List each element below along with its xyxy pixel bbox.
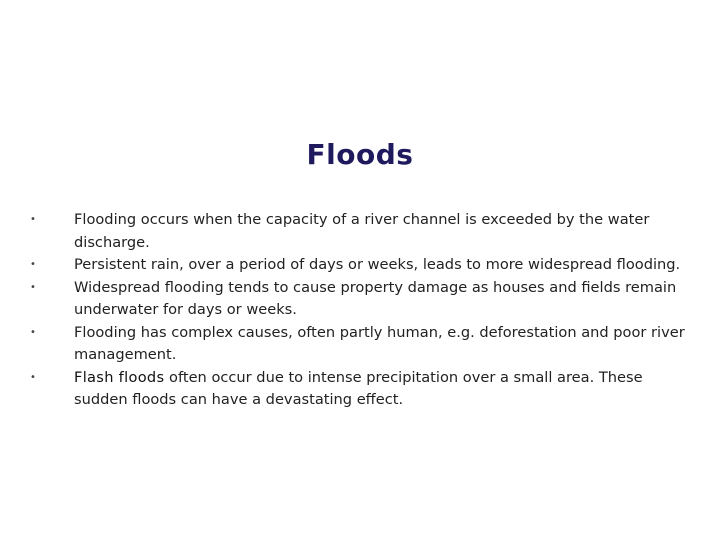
bullet-text-body: Persistent rain, over a period of days or weeks, leads to more widespread flooding.: [74, 256, 681, 273]
bullet-text-body: Flooding has complex causes, often partly human, e.g. deforestation and poor river management.: [74, 323, 685, 363]
bullet-lead-term: Flash floods: [74, 368, 165, 386]
bullet-item: [28, 322, 688, 367]
bullet-item: [28, 367, 688, 412]
bullet-marker-icon: •: [30, 281, 36, 293]
slide-title: Floods: [306, 138, 414, 171]
bullet-text: [74, 367, 688, 412]
bullet-marker-icon: •: [30, 259, 36, 270]
bullet-marker-icon: •: [30, 371, 36, 383]
bullet-item: [28, 277, 688, 322]
bullet-item: [28, 209, 688, 254]
bullet-text: [74, 277, 688, 322]
bullet-item: [28, 254, 688, 277]
bullet-marker-icon: •: [30, 326, 36, 338]
bullet-marker-icon: •: [30, 214, 36, 225]
bullet-text-body: often occur due to intense precipitation over a small area. These sudden floods can have a devastating effect.: [74, 368, 643, 408]
bullet-text-body: Widespread flooding tends to cause property damage as houses and fields remain underwater for days or weeks.: [74, 278, 677, 318]
bullet-text-body: Flooding occurs when the capacity of a river channel is exceeded by the water discharge.: [74, 211, 650, 251]
bullet-list: [28, 209, 688, 412]
bullet-text: [74, 209, 688, 254]
bullet-text: [74, 322, 688, 367]
bullet-text: [74, 254, 688, 277]
